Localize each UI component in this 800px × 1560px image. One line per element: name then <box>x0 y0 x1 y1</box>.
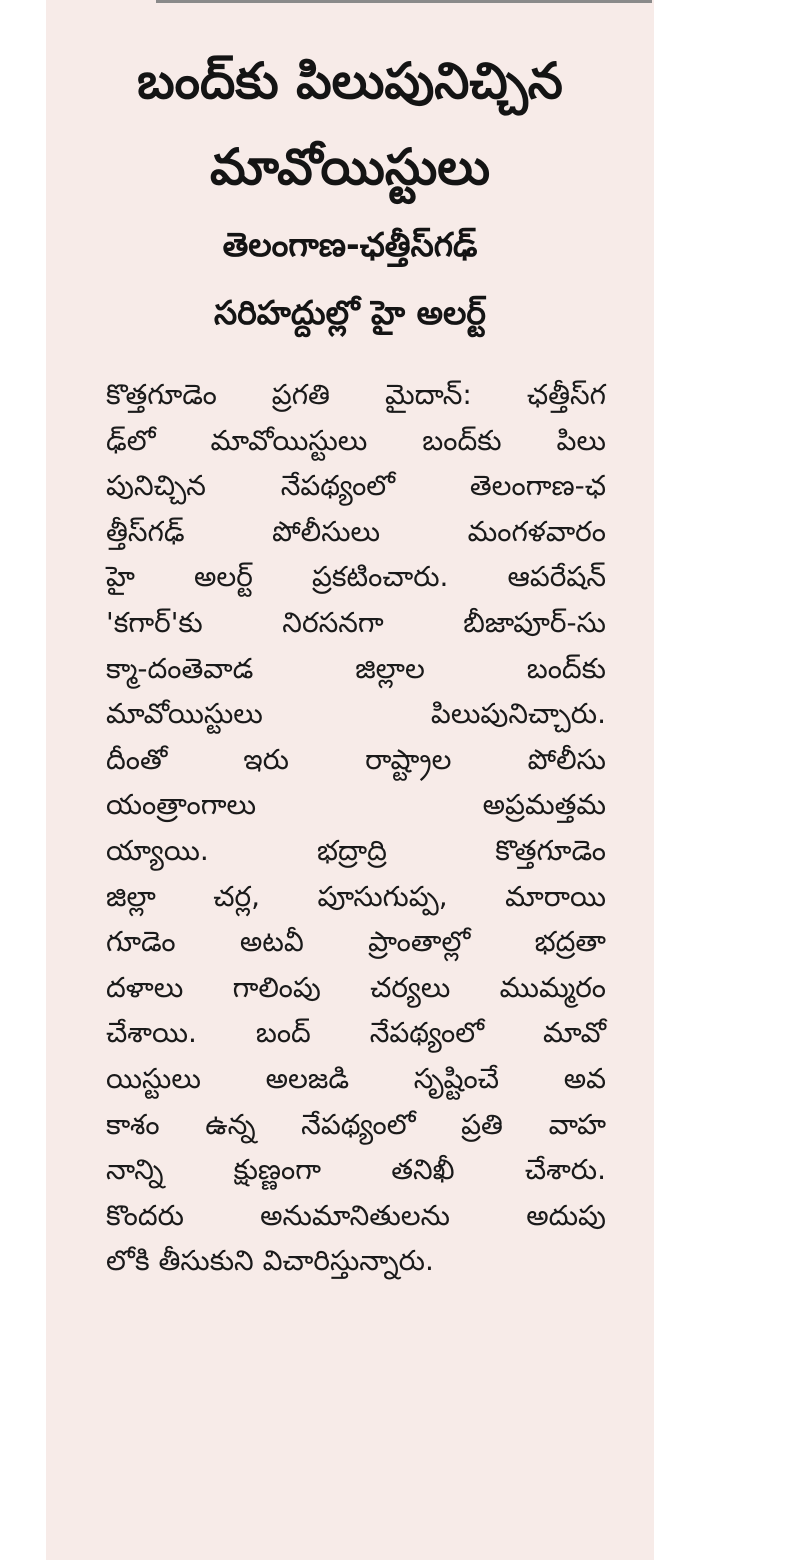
body-line-4: త్తీస్‌గఢ్ పోలీసులు మంగళవారం <box>106 514 606 548</box>
article-body <box>106 372 606 1284</box>
subheadline-line-1: తెలంగాణ-ఛత్తీస్‌గఢ్ <box>222 225 478 264</box>
body-line-14: దళాలు గాలింపు చర్యలు ముమ్మరం <box>106 970 606 1004</box>
top-rule-divider <box>156 0 652 3</box>
body-line-10: యంత్రాంగాలు అప్రమత్తమ <box>106 788 606 822</box>
headline-line-1: బంద్‌కు పిలుపునిచ్చిన <box>137 52 563 110</box>
body-line-7: క్మా-దంతెవాడ జిల్లాల బంద్‌కు <box>106 651 606 685</box>
body-line-19: కొందరు అనుమానితులను అదుపు <box>106 1198 606 1232</box>
body-line-11: య్యాయి. భద్రాద్రి కొత్తగూడెం <box>106 833 606 867</box>
news-clipping <box>46 0 654 1560</box>
body-line-8: మావోయిస్టులు పిలుపునిచ్చారు. <box>106 697 606 731</box>
body-line-20: లోకి తీసుకుని విచారిస్తున్నారు. <box>106 1244 434 1278</box>
body-line-17: కాశం ఉన్న నేపథ్యంలో ప్రతి వాహ <box>106 1107 606 1141</box>
body-line-3: పునిచ్చిన నేపథ్యంలో తెలంగాణ-ఛ <box>106 469 606 503</box>
body-line-13: గూడెం అటవీ ప్రాంతాల్లో భద్రతా <box>106 925 606 959</box>
body-line-6: 'కగార్'కు నిరసనగా బీజాపూర్-సు <box>106 605 606 639</box>
body-line-12: జిల్లా చర్ల, పూసుగుప్ప, మారాయి <box>106 879 606 913</box>
body-line-2: ఢ్‌లో మావోయిస్టులు బంద్‌కు పిలు <box>106 423 606 457</box>
body-line-5: హై అలర్ట్ ప్రకటించారు. ఆపరేషన్ <box>106 560 606 594</box>
headline-line-2: మావోయిస్టులు <box>210 138 490 196</box>
body-line-9: దీంతో ఇరు రాష్ట్రాల పోలీసు <box>106 742 606 776</box>
body-line-1: కొత్తగూడెం ప్రగతి మైదాన్: ఛత్తీస్‌గ <box>106 378 606 411</box>
body-line-18: నాన్ని క్షుణ్ణంగా తనిఖీ చేశారు. <box>106 1153 606 1187</box>
subheadline-line-2: సరిహద్దుల్లో హై అలర్ట్ <box>214 293 486 332</box>
body-line-16: యిస్టులు అలజడి సృష్టించే అవ <box>106 1061 606 1095</box>
body-line-15: చేశాయి. బంద్ నేపథ్యంలో మావో <box>106 1016 606 1050</box>
